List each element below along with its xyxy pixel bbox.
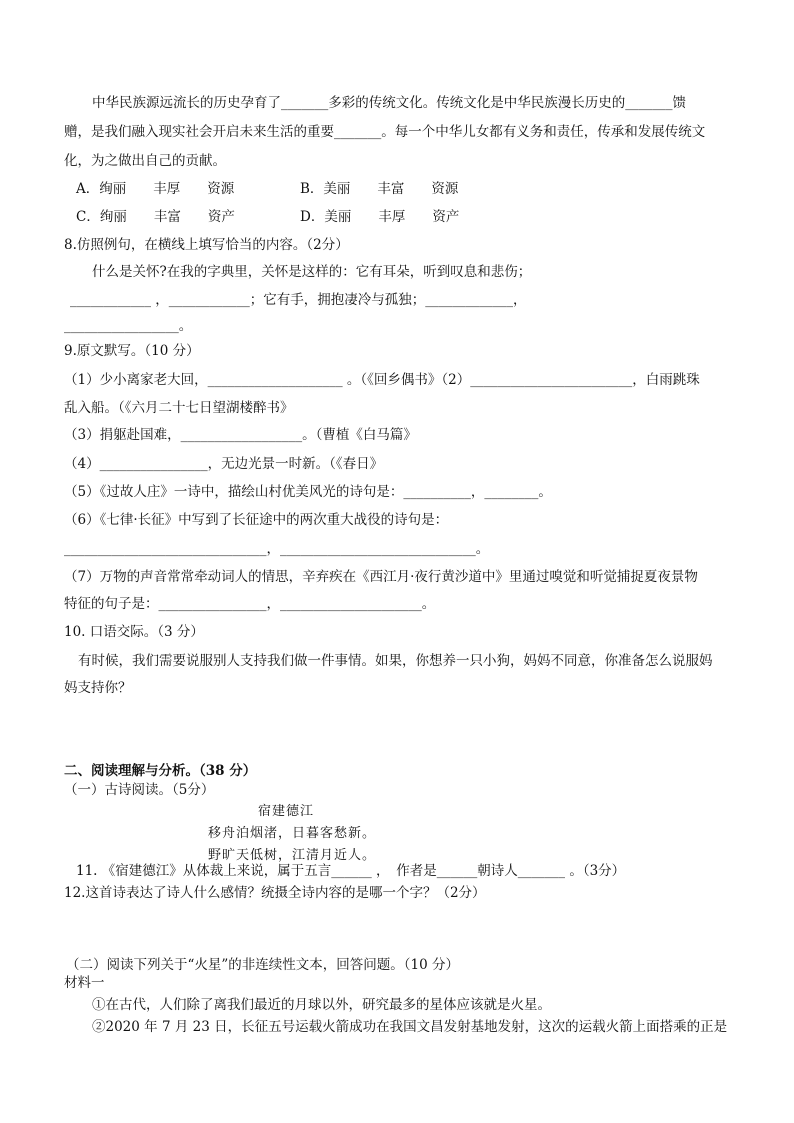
q9-item1: （1）少小离家老大回，____________________ 。（《回乡偶书》（2）________________________，白雨跳珠 [64,372,700,388]
q9-item3: （3）捐躯赴国难，__________________。（曹植《白马篇》 [64,427,417,443]
poem-line1: 移舟泊烟渚，日暮客愁新。 [208,826,377,841]
q9-item6-blanks: ______________________________，_____________________________。 [64,541,490,557]
q12: 12.这首诗表达了诗人什么感情？统摄全诗内容的是哪一个字？（2分） [64,885,486,901]
q8-example: 什么是关怀?在我的字典里，关怀是这样的：它有耳朵，听到叹息和悲伤； [92,264,532,280]
section2-sub2: （二）阅读下列关于“火星”的非连续性文本，回答问题。（10 分） [66,957,460,973]
q9-item7: （7）万物的声音常常牵动词人的情思，辛弃疾在《西江月·夜行黄沙道中》里通过嗅觉和听觉捕捉夏夜景物 [64,569,698,585]
q9-title: 9.原文默写。（10 分） [64,343,200,359]
q7-para-line1: 中华民族源远流长的历史孕育了_______多彩的传统文化。传统文化是中华民族漫长历史的_______馈 [92,95,686,111]
q7-option-b: B．美丽 丰富 资源 [300,181,459,197]
q7-para-line2: 赠，是我们融入现实社会开启未来生活的重要_______。每一个中华儿女都有义务和责任，传承和发展传统文 [64,124,706,140]
q10-line1: 有时候，我们需要说服别人支持我们做一件事情。如果，你想养一只小狗，妈妈不同意，你准备怎么说服妈 [78,653,713,669]
q7-option-a: A．绚丽 丰厚 资源 [76,181,235,197]
q9-item7-cont: 特征的句子是：________________，_____________________。 [64,596,436,612]
q9-item6: （6）《七律·长征》中写到了长征途中的两次重大战役的诗句是： [64,512,449,528]
poem-line2: 野旷天低树，江清月近人。 [208,848,377,863]
poem-title: 宿建德江 [258,804,315,819]
section2-title: 二、阅读理解与分析。（38 分） [64,763,257,779]
q11: 11. 《宿建德江》从体裁上来说，属于五言______ ， 作者是______朝诗人_______ 。（3分） [76,863,626,879]
q7-para-line3: 化，为之做出自己的贡献。 [64,153,226,169]
q10-title: 10. 口语交际。（3 分） [64,624,204,640]
q8-title: 8.仿照例句，在横线上填写恰当的内容。（2分） [64,237,349,253]
material-1-para2: ②2020 年 7 月 23 日，长征五号运载火箭成功在我国文昌发射基地发射，这次的运载火箭上面搭乘的正是 [92,1019,728,1035]
material-1-para1: ①在古代，人们除了离我们最近的月球以外，研究最多的星体应该就是火星。 [92,997,551,1013]
q8-blank-line2: _________________。 [64,318,193,334]
section2-sub1: （一）古诗阅读。（5分） [64,782,215,798]
q9-item1-cont: 乱入船。（《六月二十七日望湖楼醉书》 [64,400,294,416]
material-1-label: 材料一 [64,975,105,991]
q9-item4: （4）________________，无边光景一时新。（《春日》 [64,456,384,472]
q9-item5: （5）《过故人庄》一诗中，描绘山村优美风光的诗句是：__________，________。 [64,484,552,500]
q7-option-d: D．美丽 丰厚 资产 [300,209,460,225]
q8-blank-line1: ____________ ，____________；它有手，拥抱凄冷与孤独；_____________， [70,292,527,308]
q10-line2: 妈支持你？ [64,680,132,696]
q7-option-c: C．绚丽 丰富 资产 [76,209,235,225]
